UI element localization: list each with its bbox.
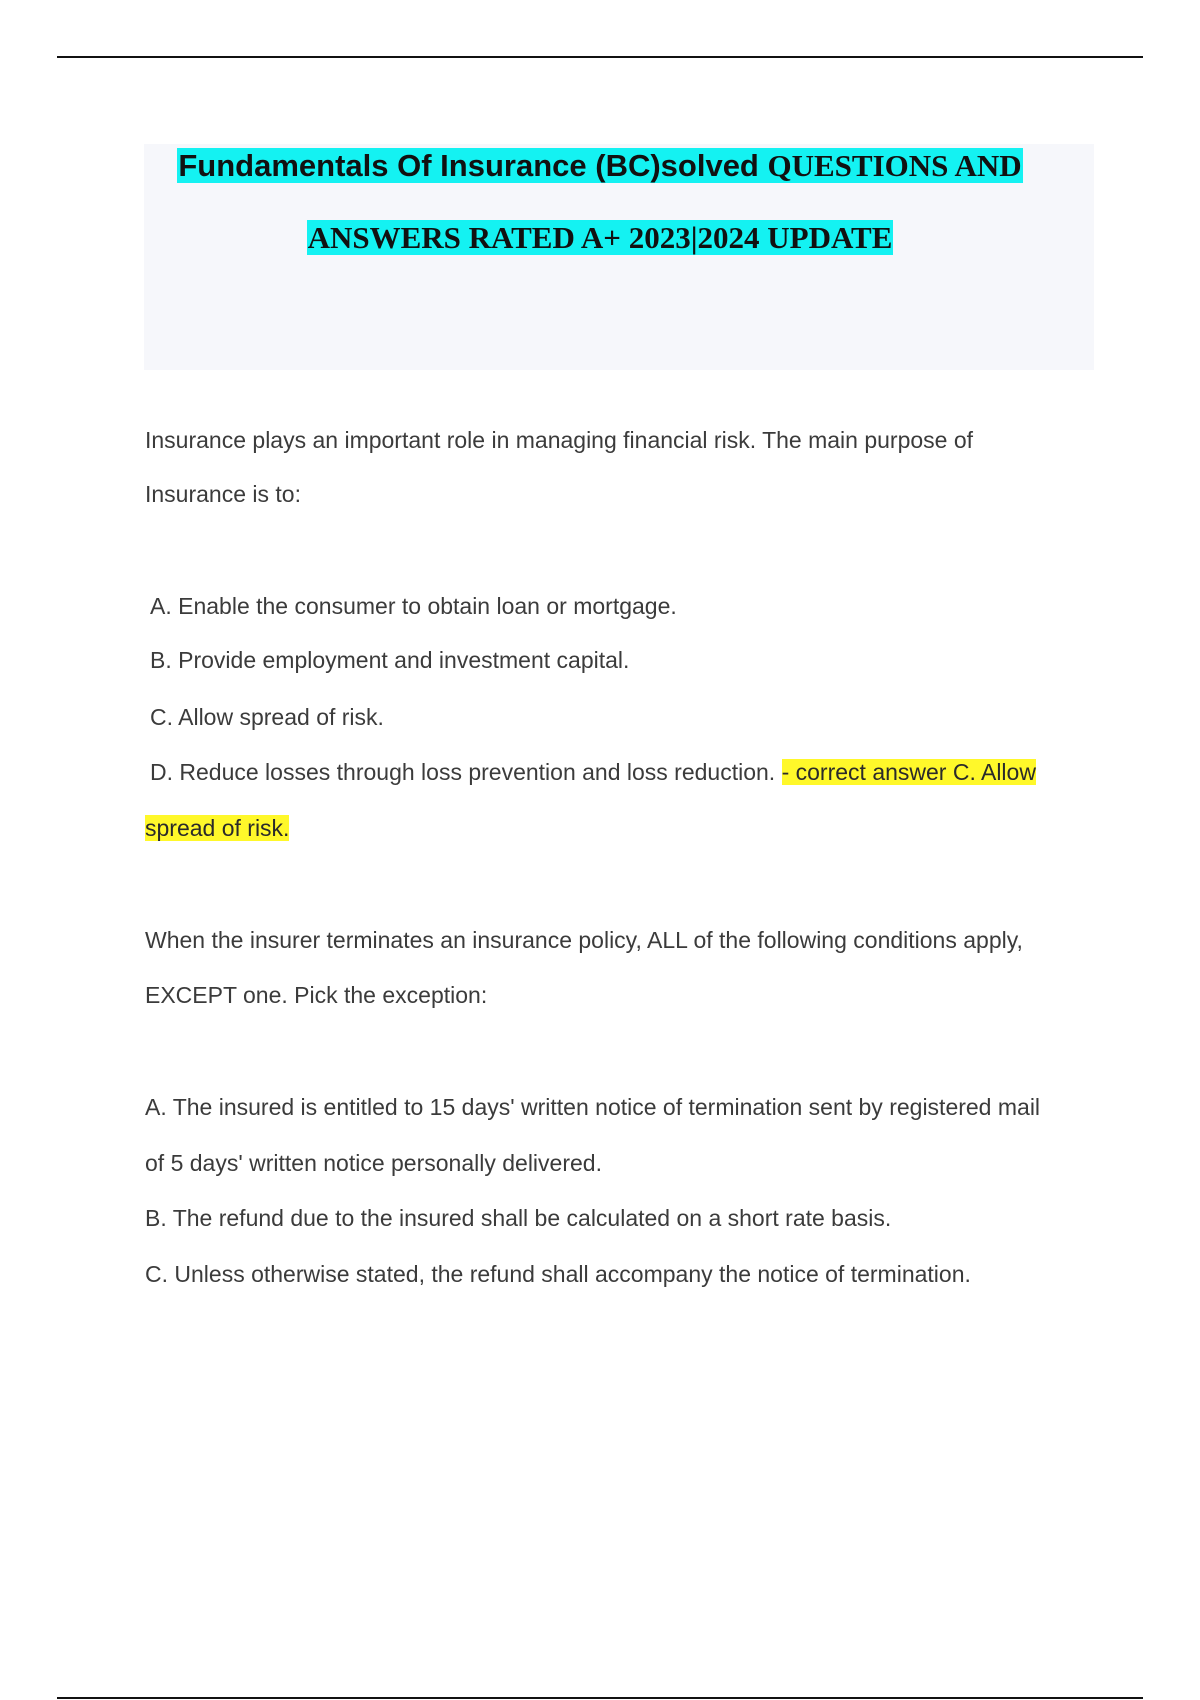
question-2-option-a-line-1: A. The insured is entitled to 15 days' written notice of termination sent by registered mail — [145, 1094, 1041, 1120]
question-2-option-b: B. The refund due to the insured shall be calculated on a short rate basis. — [145, 1205, 892, 1231]
title-line-2-text: ANSWERS RATED A+ 2023|2024 UPDATE — [307, 220, 893, 255]
question-2-stem-line-2: EXCEPT one. Pick the exception: — [145, 982, 488, 1008]
question-2-option-a-line-2: of 5 days' written notice personally delivered. — [145, 1150, 602, 1176]
title-serif-part: QUESTIONS AND — [767, 148, 1022, 183]
question-1-option-a: A. Enable the consumer to obtain loan or mortgage. — [150, 593, 677, 619]
question-1-answer-line-2 — [145, 813, 289, 843]
top-rule — [57, 56, 1143, 58]
document-title-line-2 — [0, 219, 1200, 257]
question-1-option-d-line — [150, 757, 1036, 787]
question-1-answer-part-1: - correct answer C. Allow — [781, 759, 1036, 785]
question-1-answer-part-2: spread of risk. — [145, 815, 290, 841]
question-1-stem-line-1: Insurance plays an important role in managing financial risk. The main purpose of — [145, 427, 974, 453]
question-1-option-b: B. Provide employment and investment capital. — [150, 647, 630, 673]
question-1-stem-line-2: Insurance is to: — [145, 481, 301, 507]
question-2-option-c: C. Unless otherwise stated, the refund shall accompany the notice of termination. — [145, 1261, 971, 1287]
title-sans-part: Fundamentals Of Insurance (BC)solved — [178, 148, 759, 183]
question-2-stem-line-1: When the insurer terminates an insurance policy, ALL of the following conditions apply, — [145, 927, 1023, 953]
question-1-option-c: C. Allow spread of risk. — [150, 704, 384, 730]
bottom-rule — [57, 1697, 1143, 1699]
question-1-option-d: D. Reduce losses through loss prevention and loss reduction. — [150, 759, 776, 785]
document-title-line-1 — [0, 147, 1200, 185]
